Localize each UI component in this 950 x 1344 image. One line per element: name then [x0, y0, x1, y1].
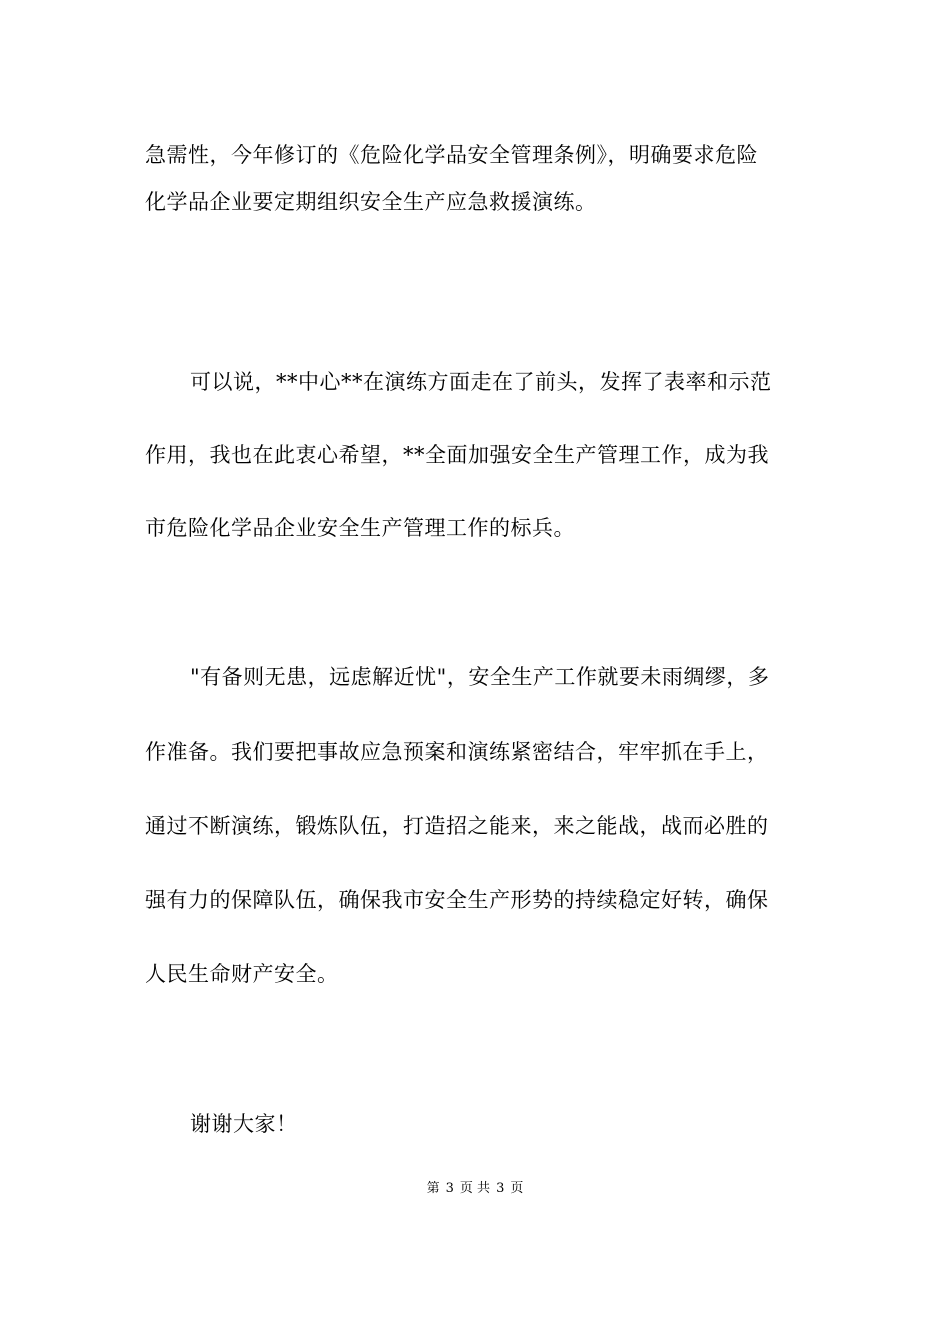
- footer-middle: 页 共: [459, 1181, 491, 1196]
- paragraph-1-line-2: 化学品企业要定期组织安全生产应急救援演练。: [145, 190, 597, 214]
- paragraph-3-line-5: 人民生命财产安全。: [145, 962, 339, 986]
- paragraph-2-line-2: 作用，我也在此衷心希望，**全面加强安全生产管理工作，成为我: [145, 443, 769, 467]
- paragraph-4-line-1: 谢谢大家！: [190, 1112, 298, 1136]
- paragraph-3-line-3: 通过不断演练，锻炼队伍，打造招之能来，来之能战，战而必胜的: [145, 814, 769, 838]
- paragraph-2-line-3: 市危险化学品企业安全生产管理工作的标兵。: [145, 516, 575, 540]
- footer-prefix: 第: [426, 1181, 440, 1196]
- paragraph-2-line-1: 可以说，**中心**在演练方面走在了前头，发挥了表率和示范: [190, 370, 772, 394]
- paragraph-3-line-4: 强有力的保障队伍，确保我市安全生产形势的持续稳定好转，确保: [145, 888, 769, 912]
- paragraph-3-line-2: 作准备。我们要把事故应急预案和演练紧密结合，牢牢抓在手上，: [145, 740, 769, 764]
- footer-suffix: 页: [510, 1181, 524, 1196]
- footer-total-pages: 3: [496, 1181, 505, 1196]
- footer-current-page: 3: [445, 1181, 454, 1196]
- paragraph-3-line-1: "有备则无患，远虑解近忧"，安全生产工作就要未雨绸缪，多: [190, 665, 770, 689]
- page-footer: [0, 1180, 950, 1198]
- paragraph-1-line-1: 急需性，今年修订的《危险化学品安全管理条例》，明确要求危险: [145, 143, 758, 167]
